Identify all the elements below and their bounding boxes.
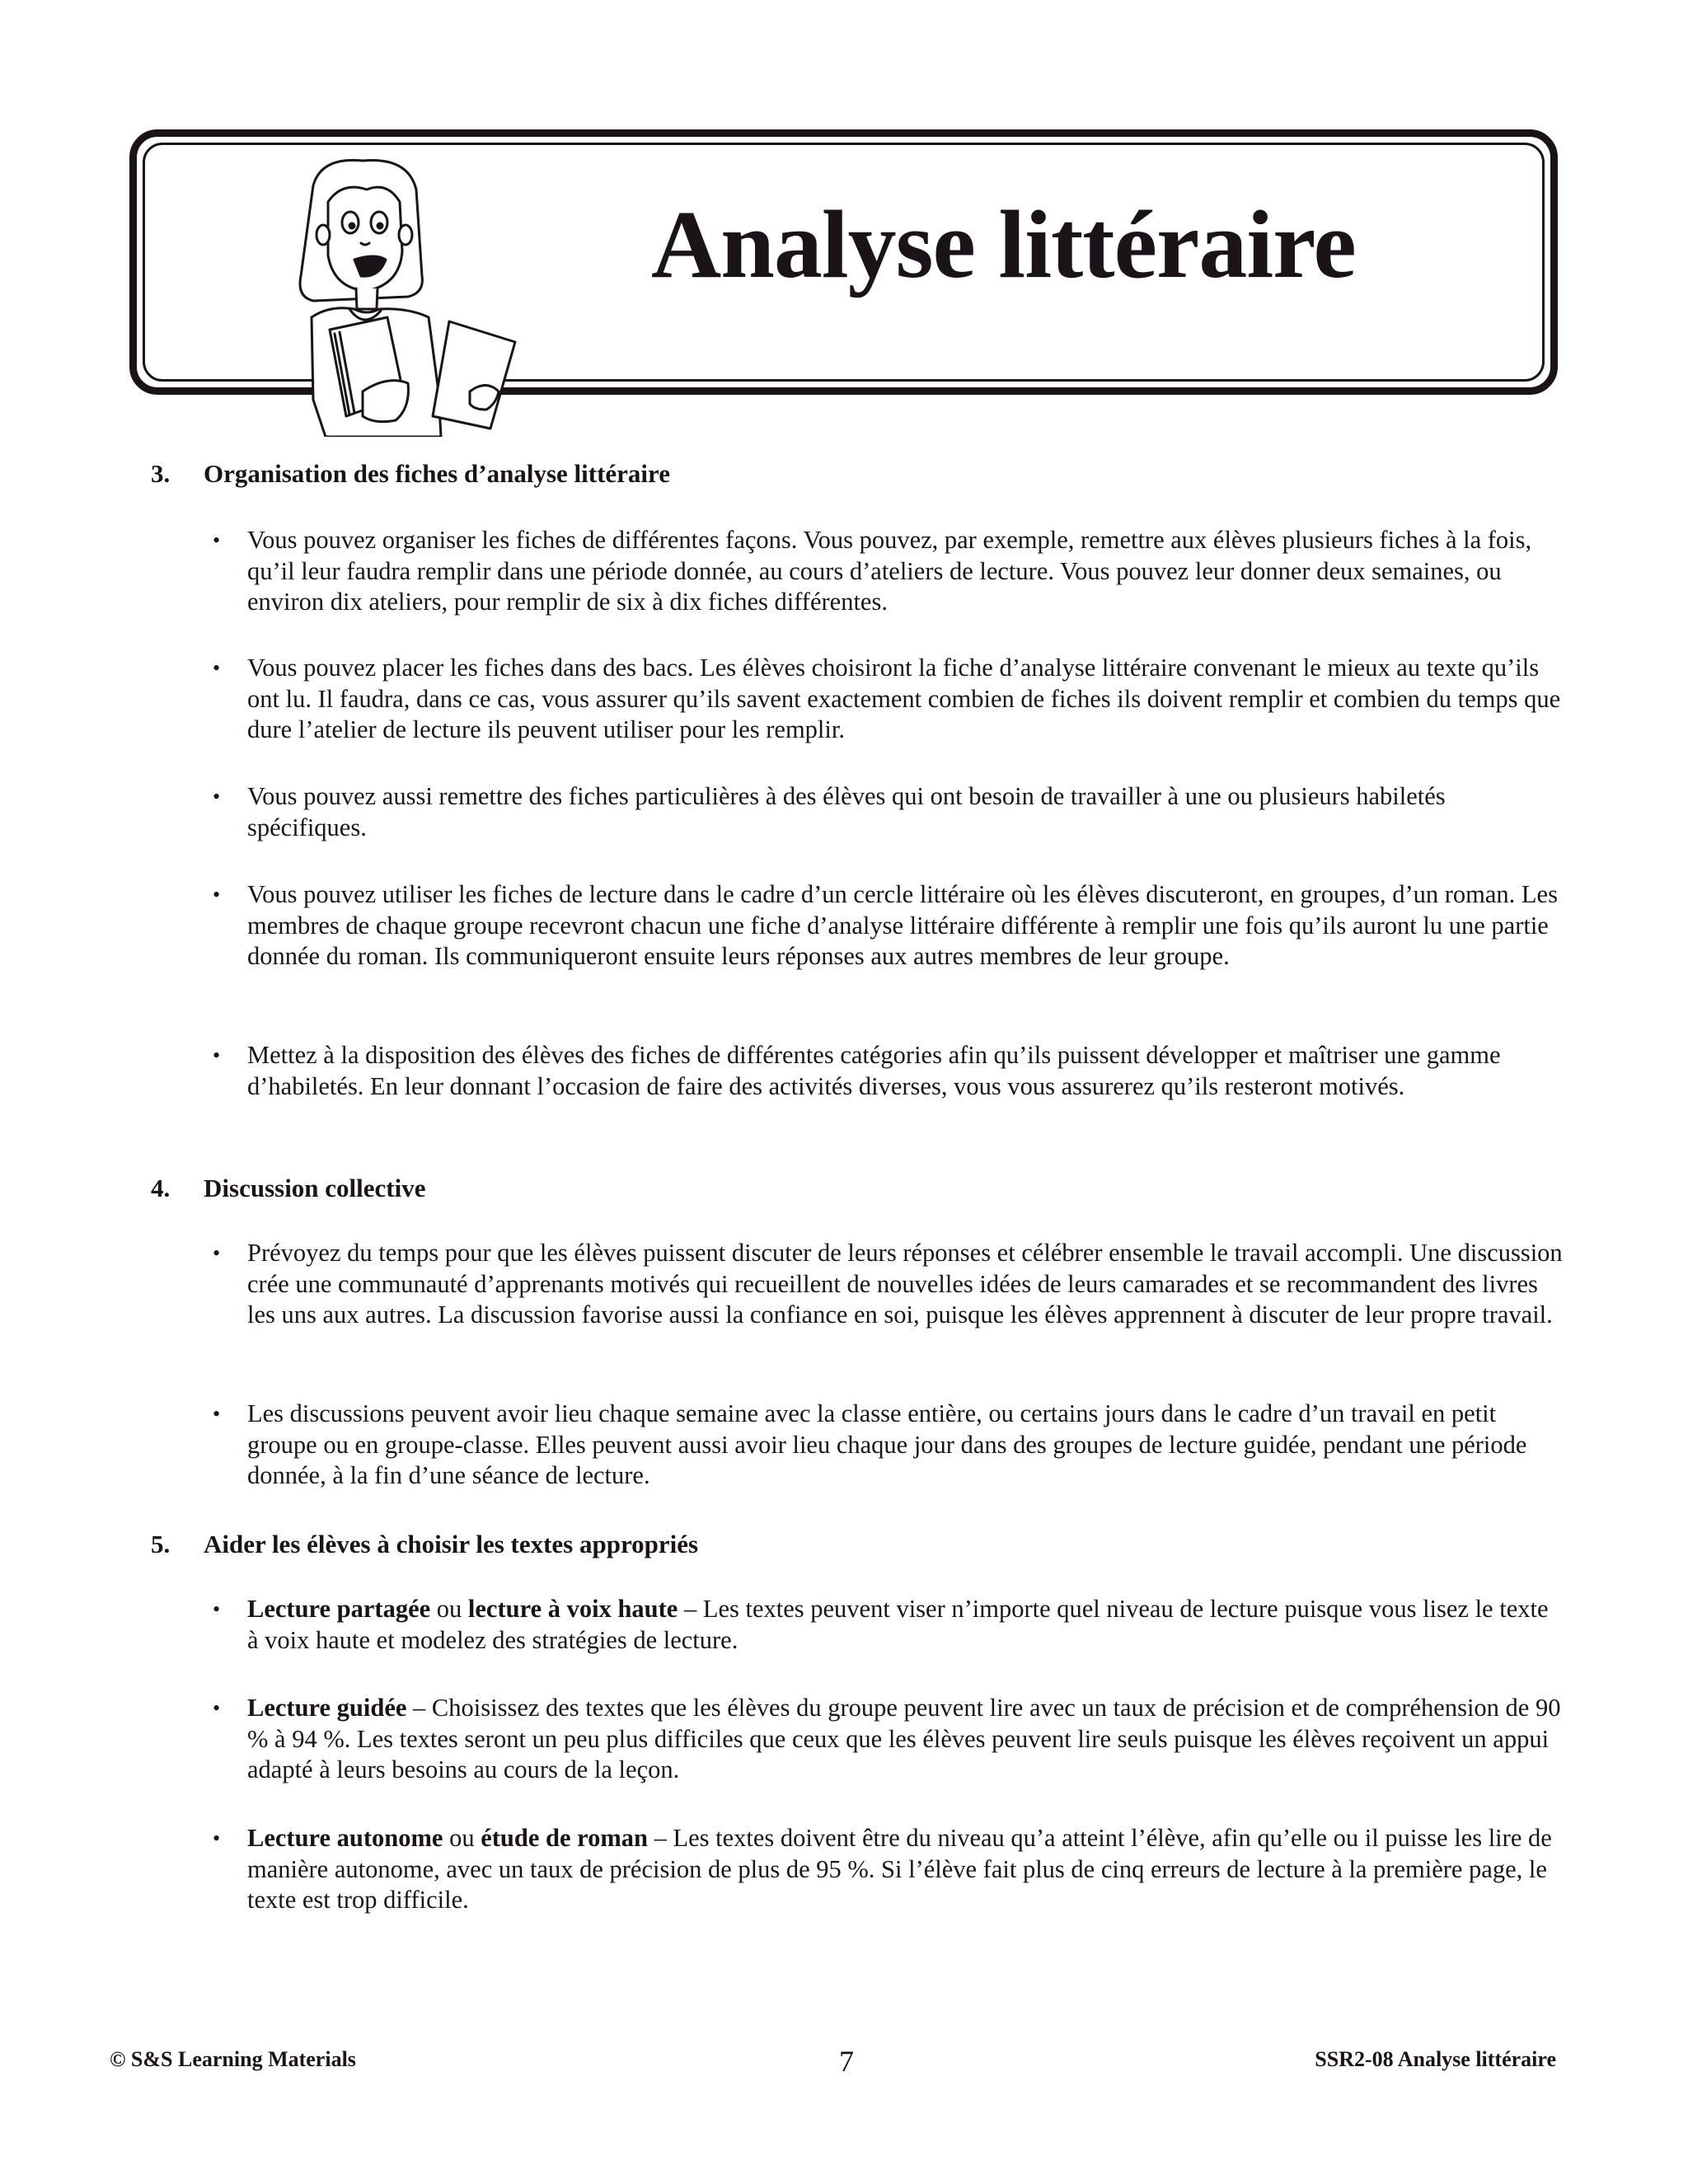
list-item (213, 1693, 1564, 1786)
term-guided-reading: Lecture guidée (247, 1694, 407, 1722)
section-3-heading (151, 458, 670, 489)
definition-text: – Les textes peuvent viser n’importe quel niveau de lecture puisque vous lisez le texte à voix haute et modelez des stratégies de lecture. (247, 1595, 1549, 1654)
section-number: 4. (151, 1174, 171, 1202)
section-number: 5. (151, 1530, 171, 1558)
bullet-icon: • (213, 1402, 221, 1426)
section-4-heading (151, 1173, 426, 1203)
girl-holding-books-illustration (264, 152, 544, 437)
list-item-text (247, 1823, 1564, 1916)
bullet-icon: • (213, 1597, 221, 1621)
list-item (213, 1594, 1564, 1656)
bullet-icon: • (213, 1826, 221, 1850)
list-item-text: Mettez à la disposition des élèves des fiches de différentes catégories afin qu’ils puissent développer et maîtriser une gamme d’habiletés. En leur donnant l’occasion de faire des activités diverses, vous vous assurerez qu’ils resteront motivés. (247, 1041, 1501, 1100)
list-item-text: Vous pouvez aussi remettre des fiches particulières à des élèves qui ont besoin de travailler à une ou plusieurs habiletés spécifiques. (247, 782, 1446, 841)
page-title: Analyse littéraire (651, 190, 1356, 298)
bullet-icon: • (213, 1241, 221, 1265)
joiner-text: ou (443, 1824, 481, 1852)
list-item-text (247, 1693, 1564, 1786)
copyright-text: © S&S Learning Materials (110, 2047, 356, 2071)
list-item (213, 1238, 1564, 1331)
bullet-icon: • (213, 1696, 221, 1720)
list-item-text (247, 1594, 1564, 1656)
list-item (213, 1823, 1564, 1916)
bullet-icon: • (213, 785, 221, 808)
section-title: Organisation des fiches d’analyse littéraire (204, 459, 670, 488)
list-item (213, 781, 1564, 843)
list-item (213, 1399, 1564, 1492)
section-title: Discussion collective (204, 1174, 426, 1202)
bullet-icon: • (213, 528, 221, 552)
list-item-text: Les discussions peuvent avoir lieu chaque semaine avec la classe entière, ou certains jours dans le cadre d’un travail en petit groupe ou en groupe-classe. Elles peuvent aussi avoir lieu chaque jour dans des groupes de lecture guidée, pendant une période donnée, à la fin d’une séance de lecture. (247, 1399, 1527, 1489)
list-item-text: Vous pouvez placer les fiches dans des bacs. Les élèves choisiront la fiche d’analyse littéraire convenant le mieux au texte qu’ils ont lu. Il faudra, dans ce cas, vous assurer qu’ils savent exactement combien de fiches ils doivent remplir et combien du temps que dure l’atelier de lecture ils peuvent utiliser pour les remplir. (247, 654, 1561, 743)
bullet-icon: • (213, 1043, 221, 1067)
list-item (213, 525, 1564, 618)
joiner-text: ou (430, 1595, 468, 1623)
term-novel-study: étude de roman (481, 1824, 648, 1852)
section-title: Aider les élèves à choisir les textes appropriés (204, 1530, 699, 1558)
term-shared-reading: Lecture partagée (247, 1595, 431, 1623)
definition-text: – Les textes doivent être du niveau qu’a atteint l’élève, afin qu’elle ou il puisse les lire de manière autonome, avec un taux de précision de plus de 95 %. Si l’élève fait plus de cinq erreurs de lecture à la première page, le texte est trop difficile. (247, 1824, 1552, 1914)
list-item (213, 1040, 1564, 1102)
bullet-icon: • (213, 883, 221, 907)
list-item (213, 879, 1564, 972)
page-number: 7 (839, 2045, 854, 2078)
list-item-text: Vous pouvez utiliser les fiches de lecture dans le cadre d’un cercle littéraire où les élèves discuteront, en groupes, d’un roman. Les membres de chaque groupe recevront chacun une fiche d’analyse littéraire différente à remplir une fois qu’ils auront lu une partie donnée du roman. Ils communiqueront ensuite leurs réponses aux autres membres de leur groupe. (247, 880, 1558, 970)
definition-text: – Choisissez des textes que les élèves du groupe peuvent lire avec un taux de précision et de compréhension de 90 % à 94 %. Les textes seront un peu plus difficiles que ceux que les élèves peuvent lire seuls puisque les élèves reçoivent un appui adapté à leurs besoins au cours de la leçon. (247, 1694, 1561, 1783)
term-independent-reading: Lecture autonome (247, 1824, 443, 1852)
section-number: 3. (151, 459, 171, 488)
term-read-aloud: lecture à voix haute (467, 1595, 678, 1623)
document-code-title: SSR2-08 Analyse littéraire (1315, 2047, 1556, 2071)
section-5-heading (151, 1529, 698, 1559)
list-item-text: Vous pouvez organiser les fiches de différentes façons. Vous pouvez, par exemple, remettre aux élèves plusieurs fiches à la fois, qu’il leur faudra remplir dans une période donnée, au cours d’ateliers de lecture. Vous pouvez leur donner deux semaines, ou environ dix ateliers, pour remplir de six à dix fiches différentes. (247, 526, 1532, 616)
list-item-text: Prévoyez du temps pour que les élèves puissent discuter de leurs réponses et célébrer ensemble le travail accompli. Une discussion crée une communauté d’apprenants motivés qui recueillent de nouvelles idées de leurs camarades et se recommandent des livres les uns aux autres. La discussion favorise aussi la confiance en soi, puisque les élèves apprennent à discuter de leur propre travail. (247, 1239, 1563, 1329)
list-item (213, 653, 1564, 746)
bullet-icon: • (213, 656, 221, 680)
